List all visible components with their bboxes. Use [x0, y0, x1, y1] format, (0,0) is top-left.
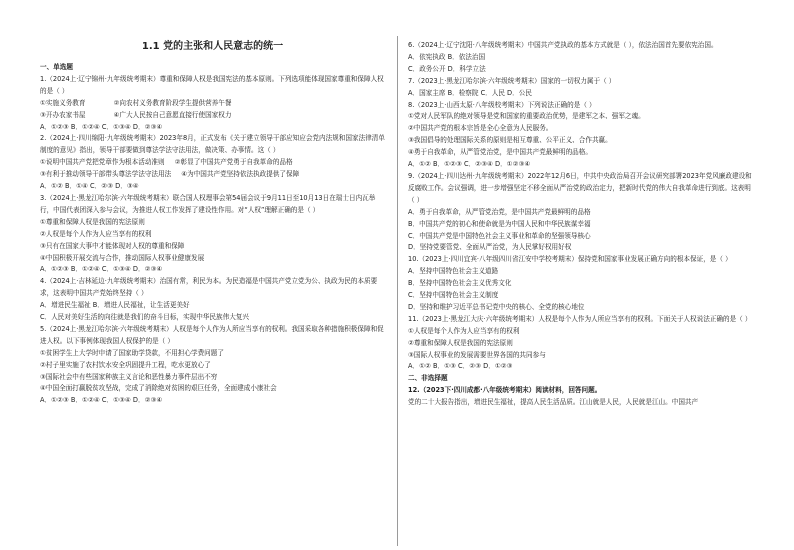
question-2-option — [40, 157, 385, 169]
question-9-option: A．勇于自我革命，从严管党治党，是中国共产党最鲜明的品格 — [408, 207, 591, 216]
question-5-option: ①贫困学生上大学时申请了国家助学贷款，不用担心学费问题了 — [40, 348, 224, 357]
question-1-option — [40, 98, 385, 110]
question-5-option: ②村子里实施了农村饮水安全巩固提升工程，吃水更放心了 — [40, 360, 211, 369]
question-12-stem: 12.（2023下·四川成都·八年级统考期末）阅读材料，回答问题。 — [408, 386, 602, 395]
section-heading: 二、非选择题 — [408, 374, 448, 383]
question-6-option: C．政务公开 D．科学立法 — [408, 64, 486, 73]
question-2-choices: A．①② B．①④ C．②③ D．③④ — [40, 182, 139, 191]
question-9-stem: 9.（2024上·四川达州·九年级统考期末）2022年12月6日，中共中央政治局召开会议研究部署2023年党风廉政建设和反腐败工作。会议强调，进一步增强坚定不移全面从严治党的政治定力，把新时代党的伟大自我革命进行到底。这表明（ ） — [408, 171, 752, 204]
question-8-stem: 8.（2023上·山西太原·八年级校考期末）下列说法正确的是（ ） — [408, 100, 596, 109]
option-text: ①说明中国共产党把党章作为根本活动准则 — [40, 158, 165, 167]
question-10-option: D．坚持和维护习近平总书记党中央的核心、全党的核心地位 — [408, 302, 585, 311]
question-6-option: A．依宪执政 B．依法治国 — [408, 52, 486, 61]
question-1-stem: 1.（2024上·辽宁锦州·九年级统考期末）尊重和保障人权是我国宪法的基本原则。下列选项能体现国家尊重和保障人权的是（ ） — [40, 74, 384, 95]
question-3-choices: A．①②③ B．①②④ C．①③④ D．②③④ — [40, 265, 163, 274]
option-text: ①实施义务教育 — [40, 98, 86, 107]
question-4-stem: 4.（2024上·吉林延边·九年级统考期末）治国有常，利民为本。为民造福是中国共产党立党为公、执政为民的本质要求，这表明中国共产党始终坚持（ ） — [40, 277, 378, 298]
question-11-option: ①人权是每个人作为人应当享有的权利 — [408, 326, 520, 335]
question-5-stem: 5.（2024上·黑龙江哈尔滨·六年级统考期末）人权是每个人作为人所应当享有的权利。我国采取各种措施积极保障和促进人权。以下事例体现我国人权保护的是（ ） — [40, 324, 384, 345]
option-text: ②彰显了中国共产党勇于自我革命的品格 — [174, 158, 293, 167]
question-10-stem: 10.（2023上·四川宜宾·八年级四川省江安中学校考期末）保持党和国家事业发展正确方向的根本保证，是（ ） — [408, 255, 732, 264]
question-5-choices: A．①②③ B．①②④ C．①③④ D．②③④ — [40, 396, 163, 405]
column-divider — [397, 36, 398, 546]
option-text: ④为中国共产党坚持依法执政提供了保障 — [181, 170, 300, 179]
question-11-stem: 11.（2023上·黑龙江大庆·六年级统考期末）人权是每个人作为人所应当享有的权利。下面关于人权说法正确的是（ ） — [408, 314, 752, 323]
question-9-option: D．坚持党要管党、全面从严治党，为人民掌好权用好权 — [408, 243, 572, 252]
question-4-option: A．增进民生福祉 B．增进人民福祉，让生活更美好 — [40, 301, 190, 310]
question-2-option — [40, 169, 385, 181]
question-2-stem: 2.（2024上·四川绵阳·九年级统考期末）2023年8月，正式发布《关于建立领导干部应知应会党内法规和国家法律清单制度的意见》指出，领导干部要做到尊法学法守法用法，做决策、办事情。这（ ） — [40, 134, 385, 155]
question-9-option: B．中国共产党的初心和使命就是为中国人民和中华民族谋幸福 — [408, 219, 591, 228]
question-8-option: ②中国共产党的根本宗旨是全心全意为人民服务。 — [408, 124, 553, 133]
question-5-option: ④中国全面打赢脱贫攻坚战，完成了消除绝对贫困的艰巨任务，全面建成小康社会 — [40, 384, 277, 393]
question-3-option: ④中国积极开展交流与合作，推动国际人权事业健康发展 — [40, 253, 205, 262]
question-4-option: C．人民对美好生活的向往就是我们的奋斗目标，实现中华民族伟大复兴 — [40, 313, 250, 322]
question-3-option: ①尊重和保障人权是我国的宪法原则 — [40, 217, 145, 226]
question-11-option: ③国际人权事业的发展需要世界各国的共同参与 — [408, 350, 546, 359]
question-11-option: ②尊重和保障人权是我国的宪法原则 — [408, 338, 513, 347]
section-heading: 一、单选题 — [40, 63, 73, 71]
question-12-material: 党的二十大报告指出，增进民生福祉，提高人民生活品质。江山就是人民，人民就是江山。中国共产 — [408, 398, 699, 407]
question-8-option: ③我国倡导的处理国际关系的原则是相互尊重、公平正义、合作共赢。 — [408, 136, 612, 145]
question-8-choices: A．①② B．①②③ C．②③④ D．①②③④ — [408, 160, 531, 169]
question-11-choices: A．①② B．①③ C．②③ D．①②③ — [408, 362, 513, 371]
option-text: ④广大人民按自己意愿直接行使国家权力 — [113, 110, 232, 119]
question-5-option: ③国际社会中有些国家种族主义言论和恶性暴力事件层出不穷 — [40, 372, 218, 381]
question-1-choices: A．①②③ B．①②④ C．①③④ D．②③④ — [40, 122, 163, 131]
question-3-option: ②人权是每个人作为人应当享有的权利 — [40, 229, 152, 238]
question-3-option: ③只有在国家大事中才能体现对人权的尊重和保障 — [40, 241, 185, 250]
question-8-option: ①党对人民军队的绝对领导是党和国家的重要政治优势，是建军之本、强军之魂。 — [408, 112, 645, 121]
page-title: 1.1 党的主张和人民意志的统一 — [141, 41, 284, 52]
question-10-option: B．坚持中国特色社会主义优秀文化 — [408, 279, 512, 288]
option-text: ②向农村义务教育阶段学生提供营养午餐 — [113, 98, 232, 107]
option-text: ③开办农家书屋 — [40, 110, 86, 119]
question-7-choices: A．国家主席 B．检察院 C．人民 D．公民 — [408, 88, 532, 97]
option-text: ③有利于推动领导干部带头尊法学法守法用法 — [40, 170, 172, 179]
question-8-option: ④勇于自我革命，从严管党治党，是中国共产党最鲜明的品格。 — [408, 148, 592, 157]
left-column — [40, 62, 385, 407]
right-column — [408, 40, 755, 409]
question-10-option: A．坚持中国特色社会主义道路 — [408, 267, 499, 276]
question-6-stem: 6.（2024上·辽宁沈阳·八年级统考期末）中国共产党执政的基本方式就是（ ），依法治国首先要依宪治国。 — [408, 41, 718, 49]
question-1-option — [40, 110, 385, 122]
question-3-stem: 3.（2024上·黑龙江哈尔滨·六年级统考期末）联合国人权理事会第54届会议于9月11日至10月13日在瑞士日内瓦举行，中国代表团深入参与会议，为推进人权工作发挥了建设性作用。对“人权”理解正确的是（ ） — [40, 193, 376, 214]
question-9-option: C．中国共产党是中国特色社会主义事业和革命的坚强领导核心 — [408, 231, 591, 240]
question-10-option: C．坚持中国特色社会主义制度 — [408, 291, 499, 300]
question-7-stem: 7.（2023上·黑龙江哈尔滨·六年级统考期末）国家的一切权力属于（ ） — [408, 76, 616, 85]
